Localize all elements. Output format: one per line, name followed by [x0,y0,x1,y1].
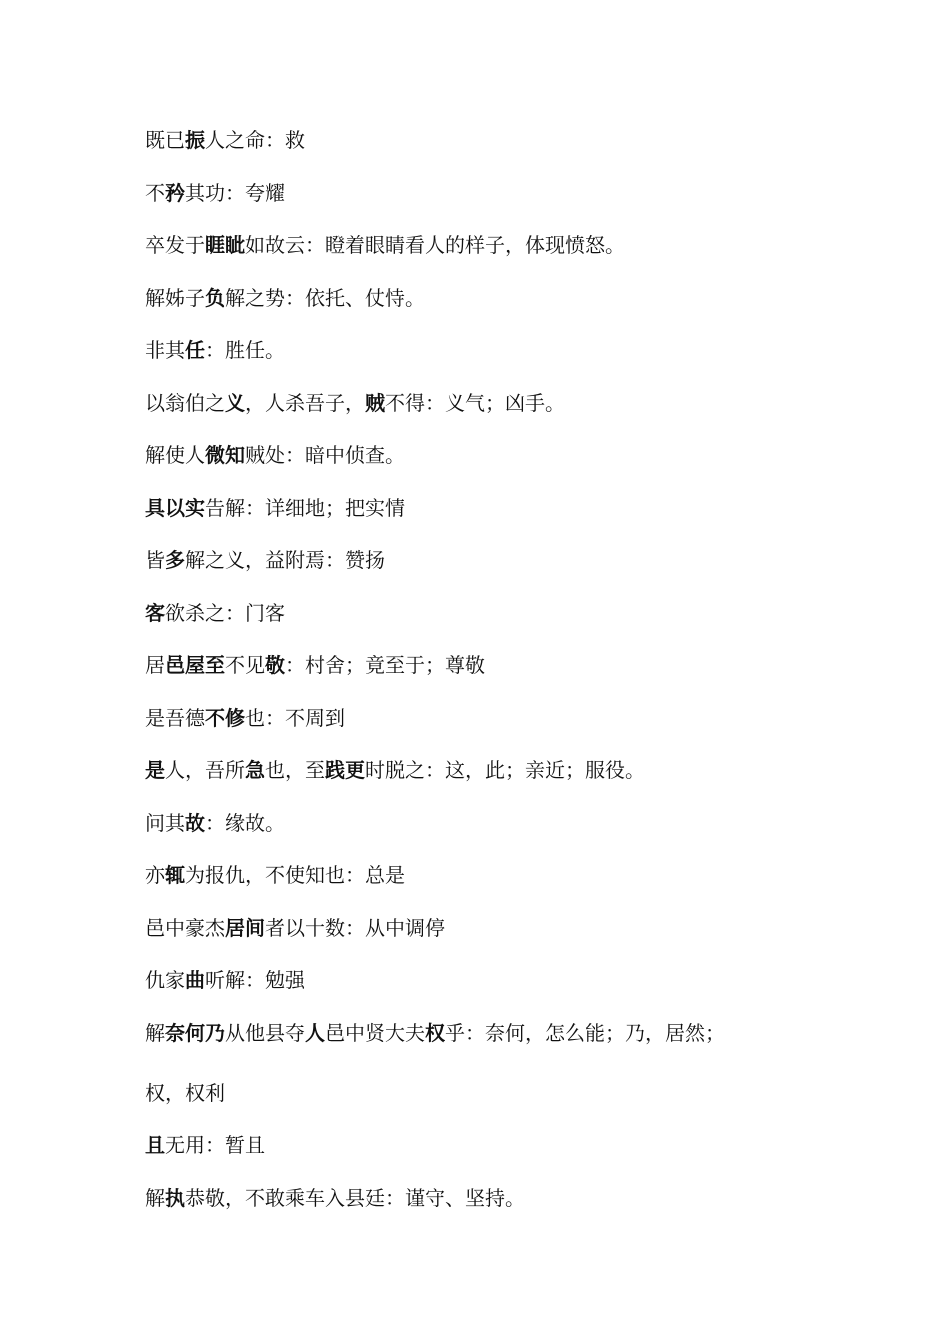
glossed-term: 辄 [165,863,185,887]
annotation-line [145,755,845,785]
line-text: 者以十数：从中调停 [265,915,445,940]
annotation-line [145,808,845,838]
glossed-term: 贼 [365,390,385,415]
annotation-line [145,178,845,208]
glossed-term: 是 [145,758,165,782]
annotation-line [145,598,845,628]
glossed-term: 具以实 [145,495,205,520]
line-text: 仇家 [145,968,185,992]
line-text: 邑中贤大夫 [325,1020,425,1045]
line-text: 从他县夺 [225,1020,305,1045]
glossed-term: 人 [305,1020,325,1045]
glossed-term: 敬 [265,653,285,677]
line-text: 以翁伯之 [145,390,225,415]
line-text: 如故云：瞪着眼睛看人的样子，体现愤怒。 [245,233,625,257]
glossed-term: 义 [225,390,245,415]
annotation-list [145,125,845,1235]
glossed-term: 睚眦 [205,233,245,257]
line-text: 解姊子 [145,285,205,310]
line-text: ：胜任。 [205,338,285,362]
annotation-line [145,913,845,943]
annotation-line [145,440,845,470]
line-text: 不见 [225,653,265,677]
glossed-term: 曲 [185,968,205,992]
glossed-term: 不修 [205,705,245,730]
line-text: 告解：详细地；把实情 [205,495,405,520]
line-text: 解使人 [145,443,205,467]
annotation-line [145,493,845,523]
line-text: 邑中豪杰 [145,915,225,940]
glossed-term: 奈何乃 [165,1020,225,1045]
glossed-term: 客 [145,600,165,625]
line-text: 欲杀之：门客 [165,600,285,625]
line-text: 恭敬，不敢乘车入县廷：谨守、坚持。 [185,1185,525,1210]
annotation-line [145,545,845,575]
annotation-line [145,125,845,155]
annotation-line [145,1183,845,1213]
glossed-term: 故 [185,810,205,835]
glossed-term: 且 [145,1133,165,1157]
line-text: 皆 [145,548,165,572]
glossed-term: 居间 [225,915,265,940]
line-text: 为报仇，不使知也：总是 [185,863,405,887]
line-text: 其功：夸耀 [185,180,285,205]
line-text: 时脱之：这，此；亲近；服役。 [365,758,645,782]
line-text: 听解：勉强 [205,968,305,992]
line-text: 是吾德 [145,705,205,730]
annotation-line [145,230,845,260]
line-text: 卒发于 [145,233,205,257]
line-text: 无用：暂且 [165,1133,265,1157]
line-text: 权，权利 [145,1080,225,1105]
line-text: 既已 [145,128,185,152]
glossed-term: 践更 [325,758,365,782]
line-text: 亦 [145,863,165,887]
glossed-term: 权 [425,1020,445,1045]
line-text: 人之命：救 [205,128,305,152]
line-text: ，人杀吾子， [245,390,365,415]
line-text: 非其 [145,338,185,362]
glossed-term: 多 [165,548,185,572]
line-text: 居 [145,653,165,677]
annotation-line [145,1078,845,1108]
annotation-line [145,703,845,733]
line-text: 不 [145,180,165,205]
glossed-term: 负 [205,285,225,310]
glossed-term: 任 [185,338,205,362]
annotation-line [145,650,845,680]
glossed-term: 微知 [205,443,245,467]
line-text: 也，至 [265,758,325,782]
line-text: 贼处：暗中侦查。 [245,443,405,467]
line-text: 人，吾所 [165,758,245,782]
glossed-term: 振 [185,128,205,152]
glossed-term: 邑屋至 [165,653,225,677]
annotation-line [145,860,845,890]
line-text: ：村舍；竟至于；尊敬 [285,653,485,677]
line-text: 问其 [145,810,185,835]
line-text: 解 [145,1185,165,1210]
annotation-line [145,1018,845,1048]
line-text: 解 [145,1020,165,1045]
line-text: 也：不周到 [245,705,345,730]
annotation-line [145,1130,845,1160]
annotation-line [145,335,845,365]
annotation-line [145,283,845,313]
line-text: ：缘故。 [205,810,285,835]
line-text: 解之义，益附焉：赞扬 [185,548,385,572]
line-text: 不得：义气；凶手。 [385,390,565,415]
line-text: 解之势：依托、仗恃。 [225,285,425,310]
glossed-term: 执 [165,1185,185,1210]
glossed-term: 急 [245,758,265,782]
annotation-line [145,965,845,995]
glossed-term: 矜 [165,180,185,205]
annotation-line [145,388,845,418]
line-text: 乎：奈何，怎么能；乃，居然； [445,1020,725,1045]
